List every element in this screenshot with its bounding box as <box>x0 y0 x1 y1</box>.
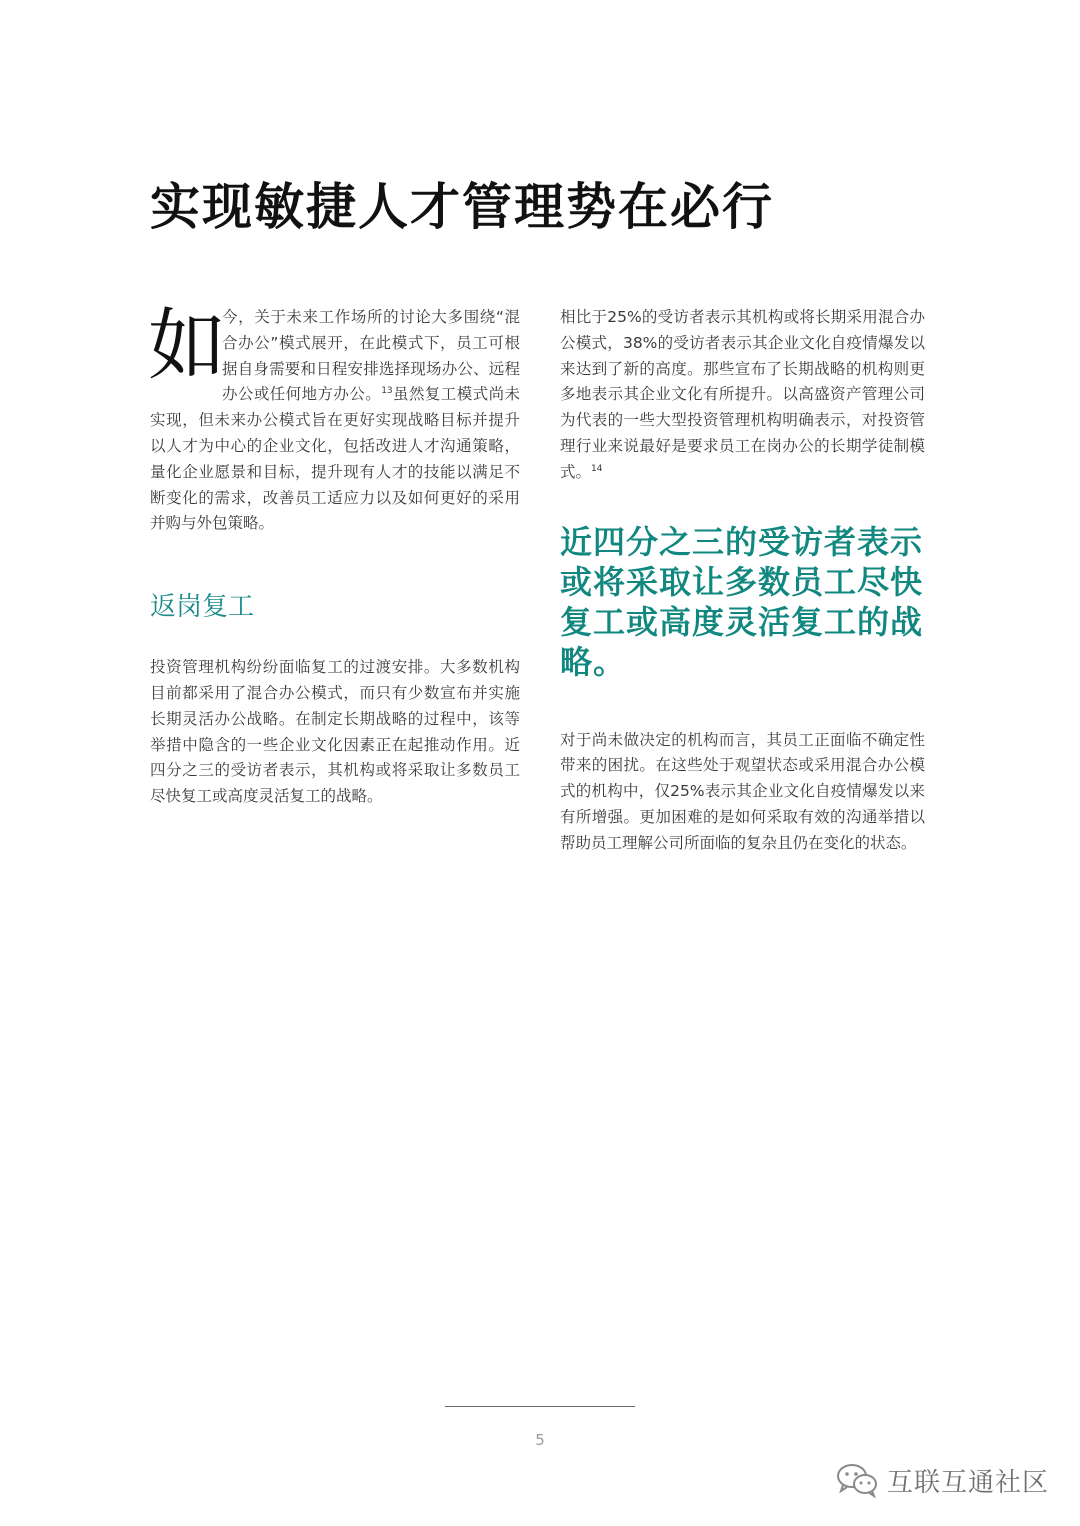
intro-text-cont: 虽然复工模式尚未实现，但未来办公模式旨在更好实现战略目标并提升以人才为中心的企业文化，包括改进人才沟通策略，量化企业愿景和目标，提升现有人才的技能以满足不断变化的需求，改善员工适应力以及如何更好的采用并购与外包策略。 <box>150 385 520 533</box>
watermark <box>835 1460 1049 1500</box>
intro-paragraph <box>148 301 520 537</box>
footnote-ref-14[interactable]: 14 <box>591 463 603 474</box>
right-paragraph-2: 对于尚未做决定的机构而言，其员工正面临不确定性带来的困扰。在这些处于观望状态或采用混合办公模式的机构中，仅25%表示其企业文化自疫情爆发以来有所增强。更加困难的是如何采取有效的沟通举措以帮助员工理解公司所面临的复杂且仍在变化的状态。 <box>560 730 925 852</box>
right-column <box>560 305 925 857</box>
pull-quote: 近四分之三的受访者表示或将采取让多数员工尽快复工或高度灵活复工的战略。 <box>560 522 924 681</box>
wechat-icon <box>835 1462 879 1498</box>
section-paragraph: 投资管理机构纷纷面临复工的过渡安排。大多数机构目前都采用了混合办公模式，而只有少数宣布并实施长期灵活办公战略。在制定长期战略的过程中，该等举措中隐含的一些企业文化因素正在起推动作用。近四分之三的受访者表示，其机构或将采取让多数员工尽快复工或高度灵活复工的战略。 <box>150 658 520 806</box>
footer-divider <box>445 1406 635 1407</box>
footnote-ref-13[interactable]: 13 <box>381 386 393 397</box>
section-heading: 返岗复工 <box>150 592 255 623</box>
intro-text: 今，关于未来工作场所的讨论大多围绕“混合办公”模式展开，在此模式下，员工可根据自身需要和日程安排选择现场办公、远程办公或任何地方办公。 <box>222 308 520 404</box>
dropcap: 如 <box>148 301 227 391</box>
right-paragraph-1 <box>560 305 925 486</box>
page-number: 5 <box>535 1431 545 1449</box>
right-paragraph-1-text: 相比于25%的受访者表示其机构或将长期采用混合办公模式，38%的受访者表示其企业文化自疫情爆发以来达到了新的高度。那些宣布了长期战略的机构则更多地表示其企业文化有所提升。以高盛资产管理公司为代表的一些大型投资管理机构明确表示，对投资管理行业来说最好是要求员工在岗办公的长期学徒制模式。 <box>560 308 925 481</box>
watermark-text: 互联互通社区 <box>887 1467 1050 1498</box>
left-column <box>148 301 520 810</box>
page-title: 实现敏捷人才管理势在必行 <box>150 177 774 236</box>
